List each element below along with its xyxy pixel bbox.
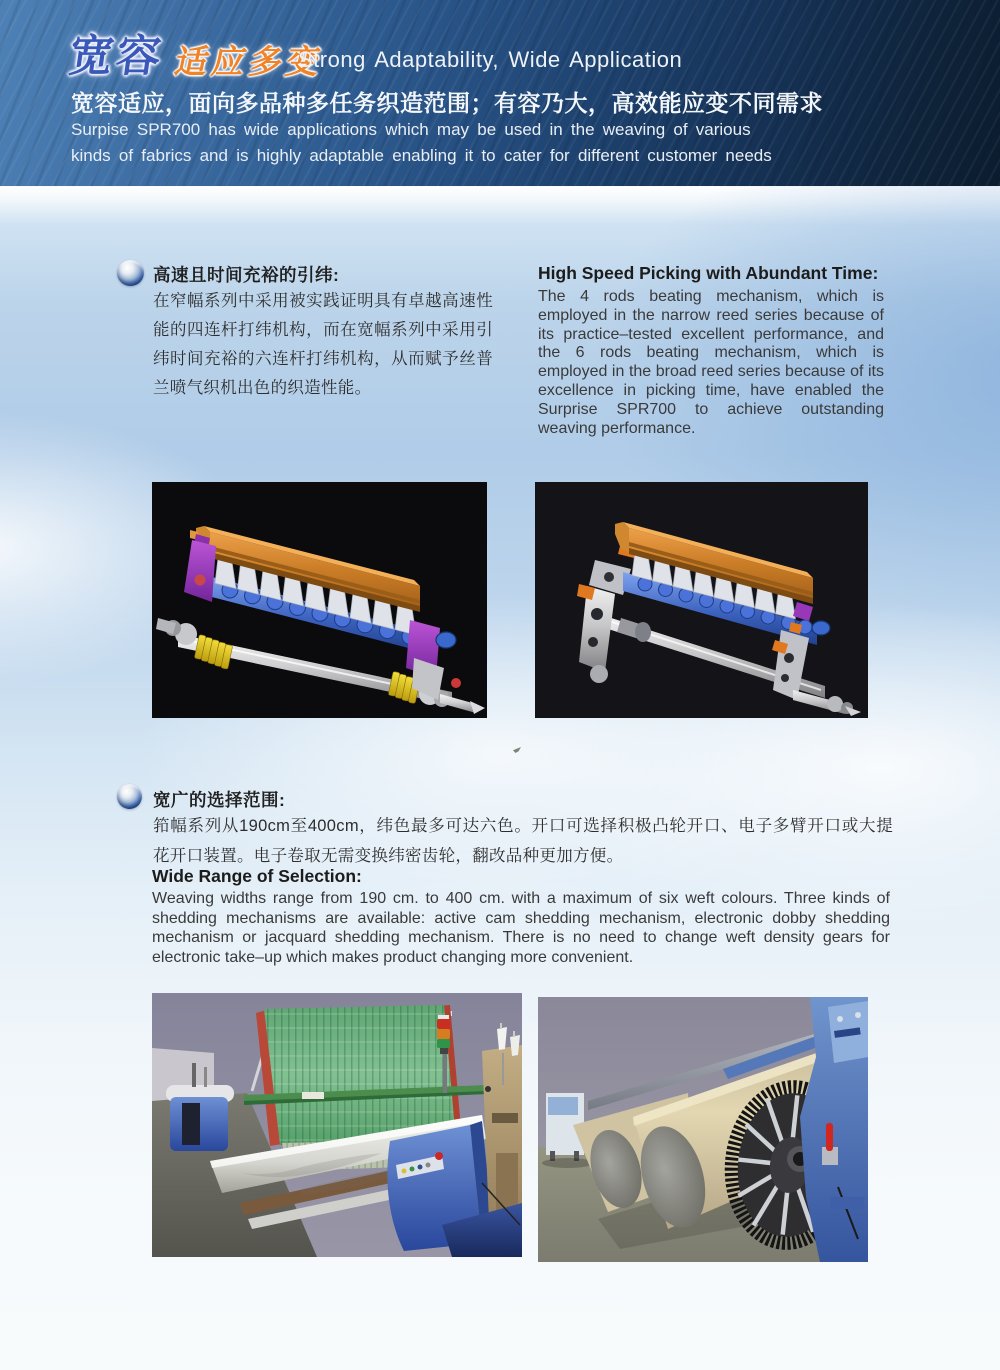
weaving-loom-photo bbox=[152, 993, 522, 1257]
page-title-en: Strong Adaptability, Wide Application bbox=[298, 47, 683, 72]
picking-heading-cn: 高速且时间充裕的引纬: bbox=[153, 265, 340, 285]
picking-body-cn: 在窄幅系列中采用被实践证明具有卓越高速性能的四连杆打纬机构，而在宽幅系列中采用引纬时间充裕的六连杆打纬机构，从而赋予丝普兰喷气织机出色的织造性能。 bbox=[153, 292, 493, 397]
6rod-mechanism-render bbox=[535, 482, 868, 718]
sphere-bullet-icon bbox=[117, 784, 142, 809]
scan-artifact-speck bbox=[513, 747, 521, 753]
header-subtitle-cn: 宽容适应，面向多品种多任务织造范围；有容乃大，高效能应变不同需求 bbox=[71, 90, 823, 116]
picking-heading-en: High Speed Picking with Abundant Time: bbox=[538, 263, 879, 283]
page-title-cn: 宽容 bbox=[65, 32, 167, 81]
photo-weaving-loom bbox=[152, 993, 522, 1257]
header-description-en bbox=[71, 117, 772, 169]
header-description-line2: kinds of fabrics and is highly adaptable enabling it to cater for different customer needs bbox=[71, 146, 772, 165]
warp-beam-photo bbox=[538, 997, 868, 1262]
sphere-bullet-icon bbox=[117, 260, 144, 286]
header-description-line1: Surpise SPR700 has wide applications which may be used in the weaving of various bbox=[71, 120, 751, 139]
photo-warp-beams bbox=[538, 997, 868, 1262]
page-title-accent: 适应多变 bbox=[171, 43, 328, 80]
header-banner bbox=[0, 0, 1000, 186]
selection-heading-cn: 宽广的选择范围: bbox=[153, 790, 286, 810]
picking-body-en: The 4 rods beating mechanism, which is employed in the narrow reed series because of its practice–tested excellent performance, and the 6 rods beating mechanism, which is employed in the broad reed series because of its excellence in picking time, have enabled the Surprise SPR700 to achieve outstanding weaving performance. bbox=[538, 288, 884, 437]
selection-body-en: Weaving widths range from 190 cm. to 400 cm. with a maximum of six weft colours. Three kinds of shedding mechanisms are available: active cam shedding mechanism, electronic dobby shedding mechanism or jacquard shedding mechanism. There is no need to change weft density gears for electronic take–up which makes product changing more convenient. bbox=[152, 890, 890, 966]
figure-4rod-beating-mechanism bbox=[152, 482, 487, 718]
4rod-mechanism-render bbox=[152, 482, 487, 718]
figure-6rod-beating-mechanism bbox=[535, 482, 868, 718]
selection-heading-en: Wide Range of Selection: bbox=[152, 866, 362, 886]
selection-body-cn: 筘幅系列从190cm至400cm，纬色最多可达六色。开口可选择积极凸轮开口、电子多臂开口或大提花开口装置。电子卷取无需变换纬密齿轮，翻改品种更加方便。 bbox=[153, 817, 893, 865]
